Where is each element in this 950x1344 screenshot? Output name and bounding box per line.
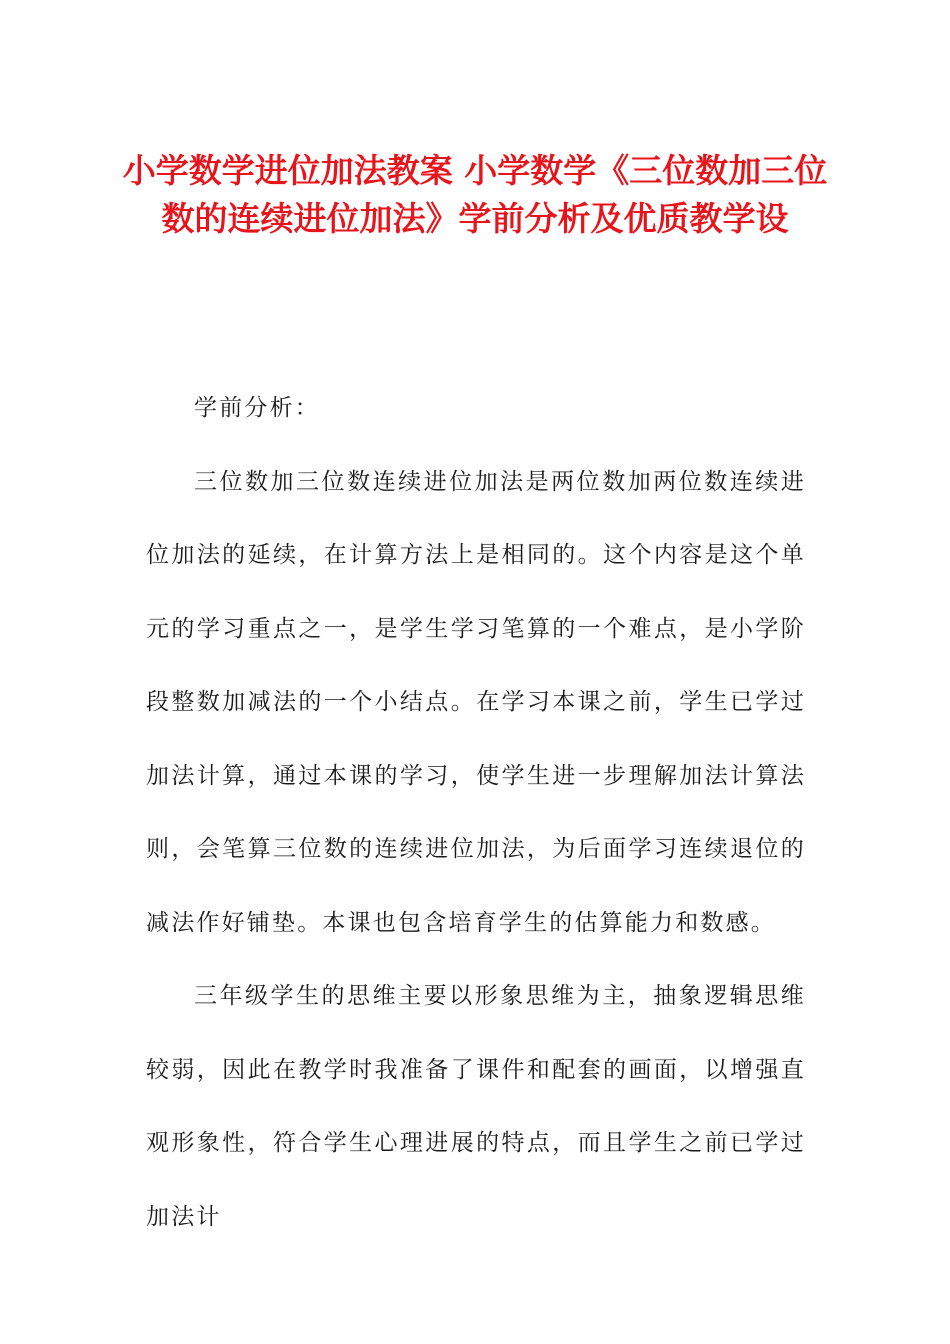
section-heading: 学前分析： (194, 395, 320, 421)
paragraph-1: 三位数加三位数连续进位加法是两位数加两位数连续进位加法的延续，在计算方法上是相同的。这个内容是这个单元的学习重点之一，是学生学习笔算的一个难点，是小学阶段整数加减法的一个小结点。在学习本课之前，学生已学过加法计算，通过本课的学习，使学生进一步理解加法计算法则，会笔算三位数的连续进位加法，为后面学习连续退位的减法作好铺垫。本课也包含培育学生的估算能力和数感。 (146, 468, 806, 936)
document-body (146, 372, 806, 1254)
document-title: 小学数学进位加法教案 小学数学《三位数加三位数的连续进位加法》学前分析及优质教学设 (122, 151, 828, 238)
paragraph-2: 三年级学生的思维主要以形象思维为主，抽象逻辑思维较弱，因此在教学时我准备了课件和配套的画面，以增强直观形象性，符合学生心理进展的特点，而且学生之前已学过加法计 (146, 983, 806, 1230)
